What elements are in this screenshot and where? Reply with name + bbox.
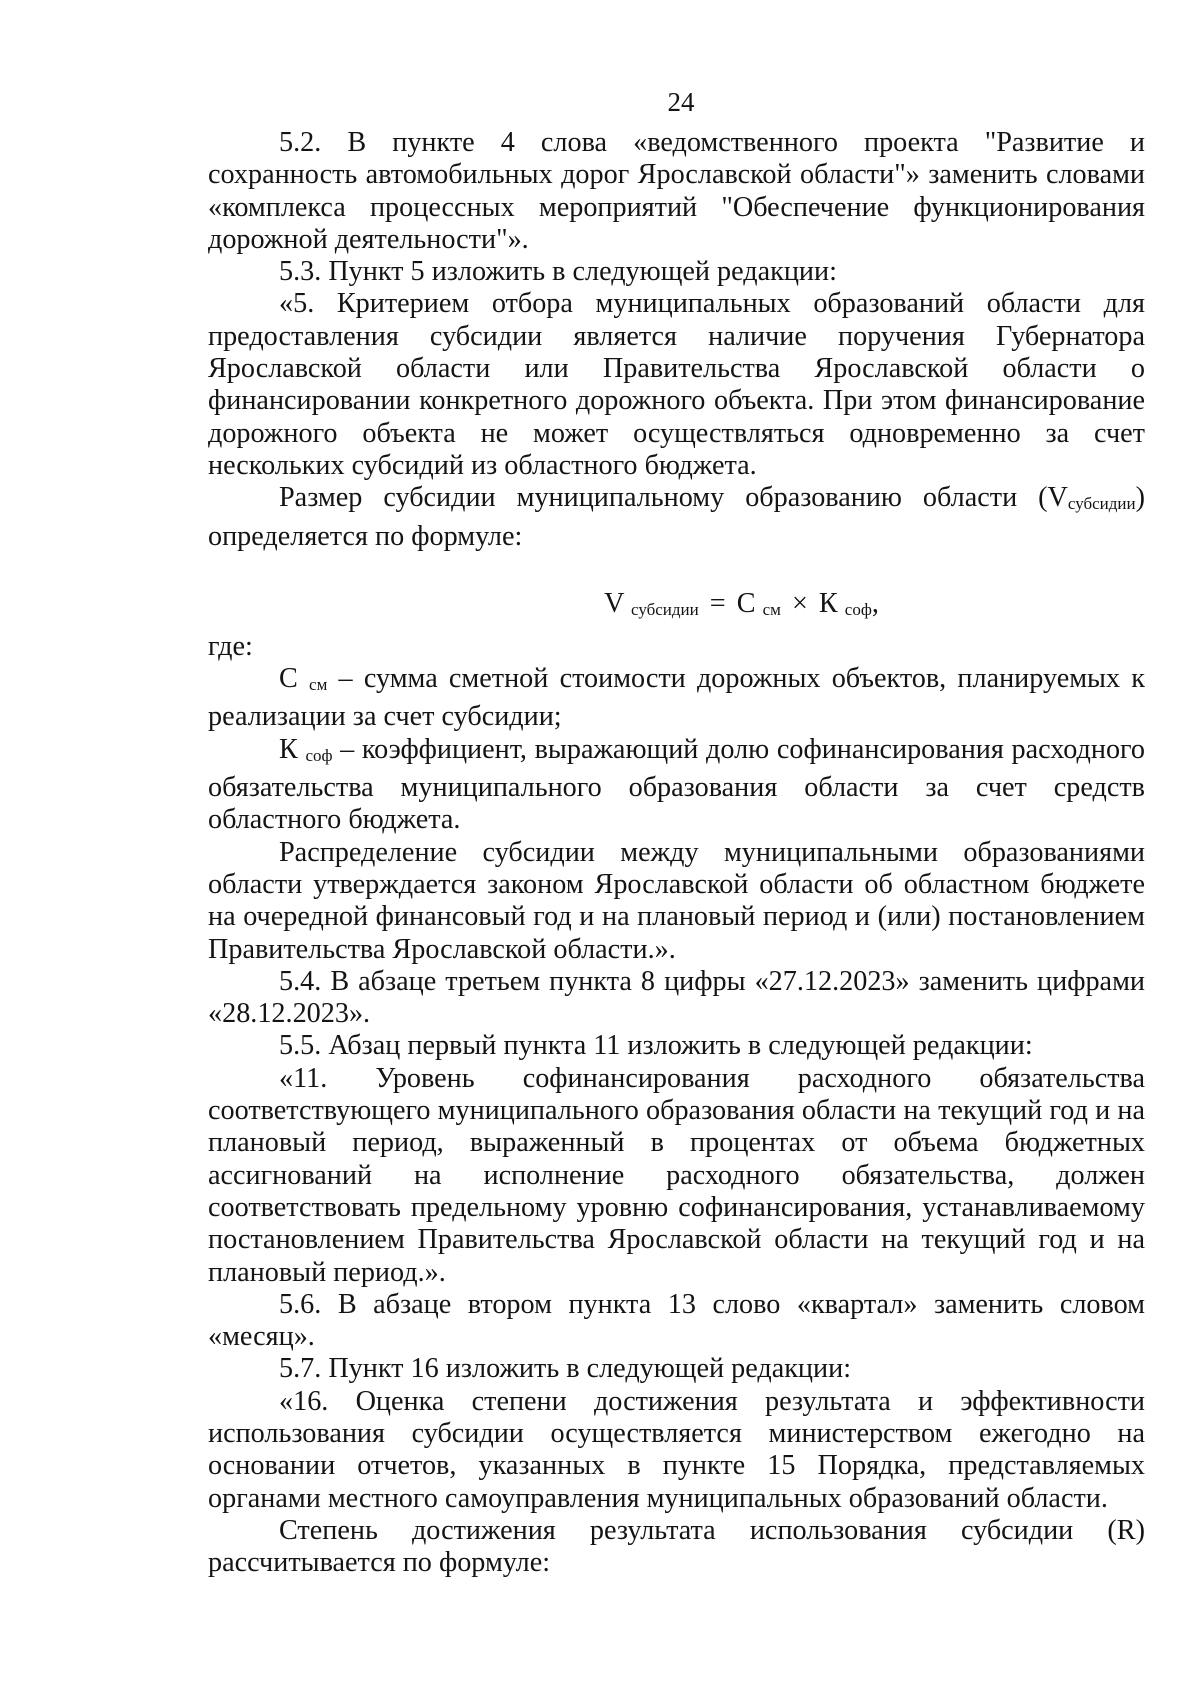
paragraph-item-5-criteria: «5. Критерием отбора муниципальных образований области для предоставления субсидии является наличие поручения Губернатора Ярославской области или Правительства Ярославской области о финансировании конкретного дорожного объекта. При этом финансирование дорожного объекта не может осуществляться одновременно за счет нескольких субсидий из областного бюджета. <box>208 288 1145 481</box>
subsidy-size-text-end: ) определяется по формуле: <box>208 482 1145 552</box>
k-sof-subscript: соф <box>305 745 333 765</box>
paragraph-5-7: 5.7. Пункт 16 изложить в следующей редакции: <box>279 1353 852 1385</box>
page-number: 24 <box>667 87 695 117</box>
paragraph-5-2: 5.2. В пункте 4 слова «ведомственного проекта "Развитие и сохранность автомобильных дорог Ярославской области"» заменить словами «комплекса процессных мероприятий "Обеспечение функционирования дорожной деятельности"». <box>208 127 1145 255</box>
paragraph-5-3: 5.3. Пункт 5 изложить в следующей редакции: <box>279 256 837 288</box>
formula-equals: = <box>709 587 726 619</box>
paragraph-item-16: «16. Оценка степени достижения результата и эффективности использования субсидии осуществляется министерством ежегодно на основании отчетов, указанных в пункте 15 Порядка, представляемых органами местного самоуправления муниципальных образований области. <box>208 1385 1145 1514</box>
formula-k-subscript: соф <box>844 599 872 619</box>
paragraph-distribution: Распределение субсидии между муниципальными образованиями области утверждается законом Ярославской области об областном бюджете на очередной финансовый год и на плановый период и (или) постановлением Правительства Ярославской области.». <box>208 836 1145 965</box>
formula-c-subscript: см <box>762 599 781 619</box>
k-sof-symbol: К <box>279 733 298 765</box>
c-sm-text: – сумма сметной стоимости дорожных объектов, планируемых к реализации за счет субсидии; <box>208 663 1145 733</box>
c-sm-subscript: см <box>309 675 328 695</box>
formula-lhs-subscript: субсидии <box>631 599 699 619</box>
paragraph-result-degree: Степень достижения результата использования субсидии (R) рассчитывается по формуле: <box>208 1514 1145 1579</box>
subsidy-size-subscript: субсидии <box>1067 494 1136 514</box>
formula-lhs: V <box>604 587 624 619</box>
document-body <box>208 127 1145 1579</box>
paragraph-item-11: «11. Уровень софинансирования расходного обязательства соответствующего муниципального образования области на текущий год и на плановый период, выраженный в процентах от объема бюджетных ассигнований на исполнение расходного обязательства, должен соответствовать предельному уровню софинансирования, устанавливаемому постановлением Правительства Ярославской области на текущий год и на плановый период.». <box>208 1062 1145 1288</box>
subsidy-size-text-start: Размер субсидии муниципальному образованию области (V <box>279 482 1068 514</box>
paragraph-5-5: 5.5. Абзац первый пункта 11 изложить в следующей редакции: <box>279 1030 1033 1062</box>
definition-k-sof <box>208 734 1145 837</box>
paragraph-subsidy-size <box>208 482 1145 553</box>
formula-times: × <box>791 587 808 619</box>
k-sof-text: – коэффициент, выражающий долю софинансирования расходного обязательства муниципального образования области за счет средств областного бюджета. <box>208 733 1145 836</box>
subsidy-formula <box>208 587 1145 627</box>
paragraph-5-4: 5.4. В абзаце третьем пункта 8 цифры «27.12.2023» заменить цифрами «28.12.2023». <box>208 965 1145 1030</box>
c-sm-symbol: С <box>279 663 298 695</box>
formula-k: К <box>818 587 838 619</box>
paragraph-5-6: 5.6. В абзаце втором пункта 13 слово «квартал» заменить словом «месяц». <box>208 1288 1145 1353</box>
formula-tail: , <box>871 587 879 619</box>
definition-c-sm <box>208 663 1145 734</box>
where-label: где: <box>208 630 253 662</box>
formula-c: С <box>736 587 756 619</box>
